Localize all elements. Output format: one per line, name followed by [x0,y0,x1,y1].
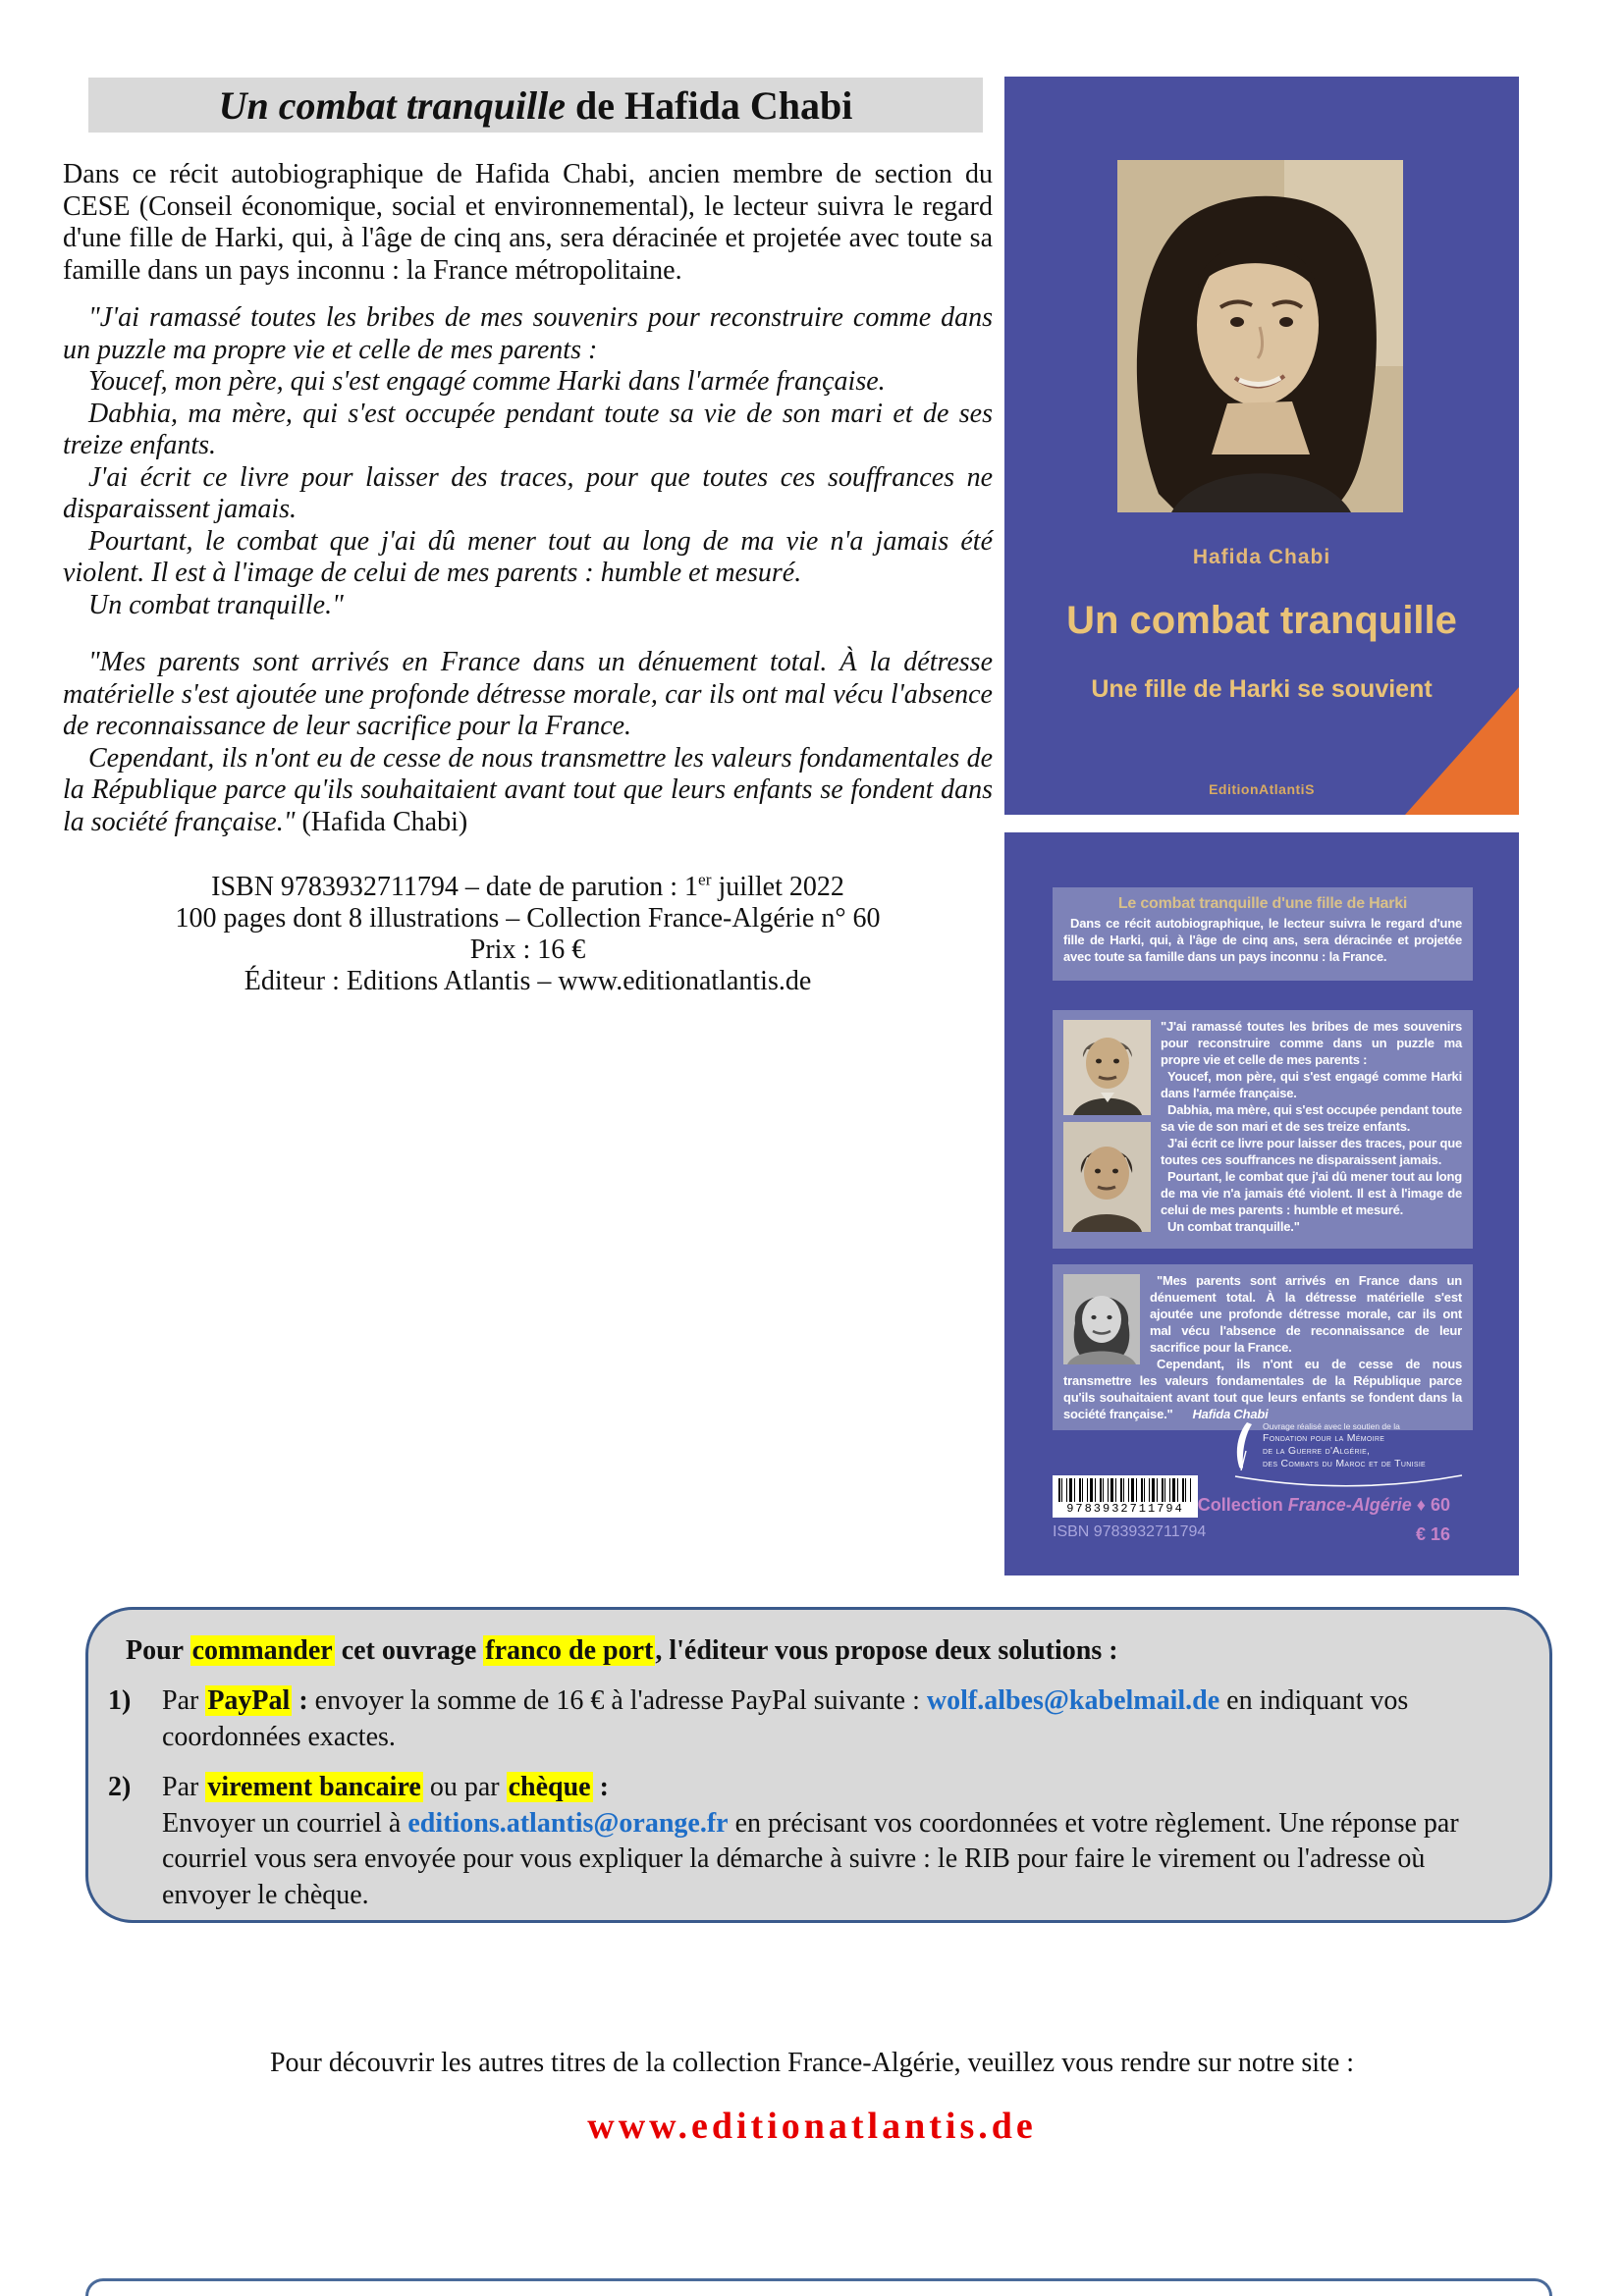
cover-book-title: Un combat tranquille [1066,599,1457,642]
quote-paragraph: "J'ai ramassé toutes les bribes de mes souvenirs pour reconstruire comme dans un puzzle ma propre vie et celle de mes parents : [1161,1019,1462,1067]
highlight-franco-de-port: franco de port [485,1635,654,1666]
back-cover [1004,832,1519,1575]
quote-paragraph: J'ai écrit ce livre pour laisser des traces, pour que toutes ces souffrances ne disparaissent jamais. [63,461,993,524]
back-cover-quote-panel [1053,1010,1473,1249]
collection-label: Collection France-Algérie ♦ 60 [1197,1495,1450,1515]
quote-paragraph: "J'ai ramassé toutes les bribes de mes souvenirs pour reconstruire comme dans un puzzle ma propre vie et celle de mes parents : [63,302,993,365]
quote-paragraph: Un combat tranquille." [88,589,344,620]
publication-info [63,872,993,997]
back-cover-parents-panel [1053,1264,1473,1430]
ordinal-superscript: er [698,870,712,889]
fondation-line4: des Combats du Maroc et de Tunisie [1263,1458,1427,1469]
fondation-line1: Ouvrage réalisé avec le soutien de la [1263,1421,1400,1431]
isbn-label: ISBN 9783932711794 [1053,1523,1207,1540]
order-option-virement: 2) Par virement bancaire ou par chèque : Envoyer un courriel à editions.atlantis@orange.fr en précisant vos coordonnées et votre règlement. Une réponse par courriel vous sera envoyée pour vous expliquer la démarche à suivre : le RIB pour faire le virement ou l'adresse où envoyer le chèque. [108,1770,1516,1913]
paypal-email-link[interactable]: wolf.albes@kabelmail.de [926,1685,1220,1716]
quote-paragraph: Dabhia, ma mère, qui s'est occupée pendant toute sa vie de son mari et de ses treize enfants. [1161,1102,1462,1134]
body-text-column [63,159,993,997]
quote-paragraph: Youcef, mon père, qui s'est engagé comme Harki dans l'armée française. [1161,1069,1462,1100]
fondation-logo-block [1233,1421,1464,1495]
cover-publisher: EditionAtlantiS [1209,781,1315,797]
price-line: Prix : 16 € [469,934,586,965]
fondation-line2: Fondation pour la Mémoire [1263,1432,1385,1444]
item-number: 1) [108,1685,132,1716]
order-option-paypal: 1) Par PayPal : envoyer la somme de 16 € à l'adresse PayPal suivante : wolf.albes@kabelmail.de en indiquant vos coordonnées exactes. [108,1683,1516,1755]
footer-sentence: Pour découvrir les autres titres de la collection France-Algérie, veuillez vous rendre sur notre site : [269,2048,1355,2078]
author-title-text: de Hafida Chabi [566,82,853,128]
quote-paragraph: "Mes parents sont arrivés en France dans un dénuement total. À la détresse matérielle s'est ajoutée une profonde détresse morale, car ils ont mal vécu l'absence de reconnaissance de leur sacrifice pour la France. [1150,1273,1462,1355]
feather-icon [1233,1421,1255,1472]
order-instructions-box [85,1607,1552,1923]
cover-subtitle: Une fille de Harki se souvient [1091,675,1433,703]
fondation-swoosh [1233,1474,1464,1490]
quote-paragraph: "Mes parents sont arrivés en France dans un dénuement total. À la détresse matérielle s'est ajoutée une profonde détresse morale, car ils ont mal vécu l'absence de reconnaissance de leur sacrifice pour la France. [63,647,993,741]
footer [0,2048,1624,2148]
cover-author-name: Hafida Chabi [1192,546,1331,568]
front-cover [1004,77,1519,815]
quote-paragraph: Pourtant, le combat que j'ai dû mener tout au long de ma vie n'a jamais été violent. Il est à l'image de celui de mes parents : humble et mesuré. [1161,1169,1462,1217]
editions-email-link[interactable]: editions.atlantis@orange.fr [407,1807,729,1839]
author-quote-1 [63,302,993,621]
price-label: € 16 [1415,1524,1450,1544]
signature: Hafida Chabi [1192,1407,1269,1421]
order-heading: Pour commander cet ouvrage franco de port, l'éditeur vous propose deux solutions : [126,1635,1118,1666]
quote-paragraph: Cependant, ils n'ont eu de cesse de nous transmettre les valeurs fondamentales de la République parce qu'ils souhaitaient avant tout que leurs enfants se fondent dans la société française." Hafida Chabi [1063,1357,1462,1421]
quote-paragraph: Pourtant, le combat que j'ai dû mener tout au long de ma vie n'a jamais été violent. Il est à l'image de celui de mes parents : humble et mesuré. [63,525,993,588]
book-title-text: Un combat tranquille [218,82,567,128]
fondation-line3: de la Guerre d'Algérie, [1263,1445,1371,1457]
highlight-cheque: chèque [508,1772,591,1802]
author-quote-2 [63,647,993,838]
quote-paragraph: J'ai écrit ce livre pour laisser des traces, pour que toutes ces souffrances ne disparaissent jamais. [1161,1136,1462,1167]
quote-attribution: (Hafida Chabi) [301,806,468,837]
bottom-box-edge [85,2278,1552,2296]
website-link[interactable]: www.editionatlantis.de [587,2106,1037,2147]
father-photo [1063,1020,1151,1115]
highlight-virement: virement bancaire [207,1772,421,1802]
back-cover-summary-panel [1053,887,1473,981]
publisher-line: Éditeur : Editions Atlantis – www.editionatlantis.de [244,966,812,996]
mother-photo [1063,1122,1151,1232]
page-title [88,78,983,133]
barcode-digits: 9783932711794 [1066,1502,1184,1516]
quote-paragraph [63,743,993,839]
isbn-parution-line: ISBN 9783932711794 – date de parution : 1er juillet 2022 [211,870,844,902]
highlight-commander: commander [191,1635,333,1666]
highlight-paypal: PayPal [207,1685,291,1716]
quote-paragraph: Dabhia, ma mère, qui s'est occupée pendant toute sa vie de son mari et de ses treize enfants. [63,398,993,460]
quote-paragraph: Un combat tranquille." [1167,1219,1300,1234]
pages-collection-line: 100 pages dont 8 illustrations – Collection France-Algérie n° 60 [175,903,881,934]
intro-paragraph: Dans ce récit autobiographique de Hafida Chabi, ancien membre de section du CESE (Conseil économique, social et environnemental), le lecteur suivra le regard d'une fille de Harki, qui, à l'âge de cinq ans, sera déracinée et projetée avec toute sa famille dans un pays inconnu : la France métropolitaine. [63,159,993,286]
parents-photos [1063,1020,1151,1239]
hafida-photo [1063,1274,1140,1364]
orange-corner-triangle [1405,687,1519,815]
quote-paragraph: Youcef, mon père, qui s'est engagé comme Harki dans l'armée française. [88,366,886,397]
barcode-bars [1058,1478,1192,1502]
back-cover-panel-title: Le combat tranquille d'une fille de Harki [1117,895,1408,912]
barcode [1053,1475,1198,1518]
author-portrait-photo [1117,160,1403,512]
item-number: 2) [108,1772,132,1802]
back-cover-summary-text: Dans ce récit autobiographique, le lecteur suivra le regard d'une fille de Harki, qui, à l'âge de cinq ans, sera déracinée et projetée avec toute sa famille dans un pays inconnu : la France. [1063,916,1462,964]
quote-text: Cependant, ils n'ont eu de cesse de nous transmettre les valeurs fondamentales de la République parce qu'ils souhaitaient avant tout que leurs enfants se fondent dans la société française." [63,742,993,837]
